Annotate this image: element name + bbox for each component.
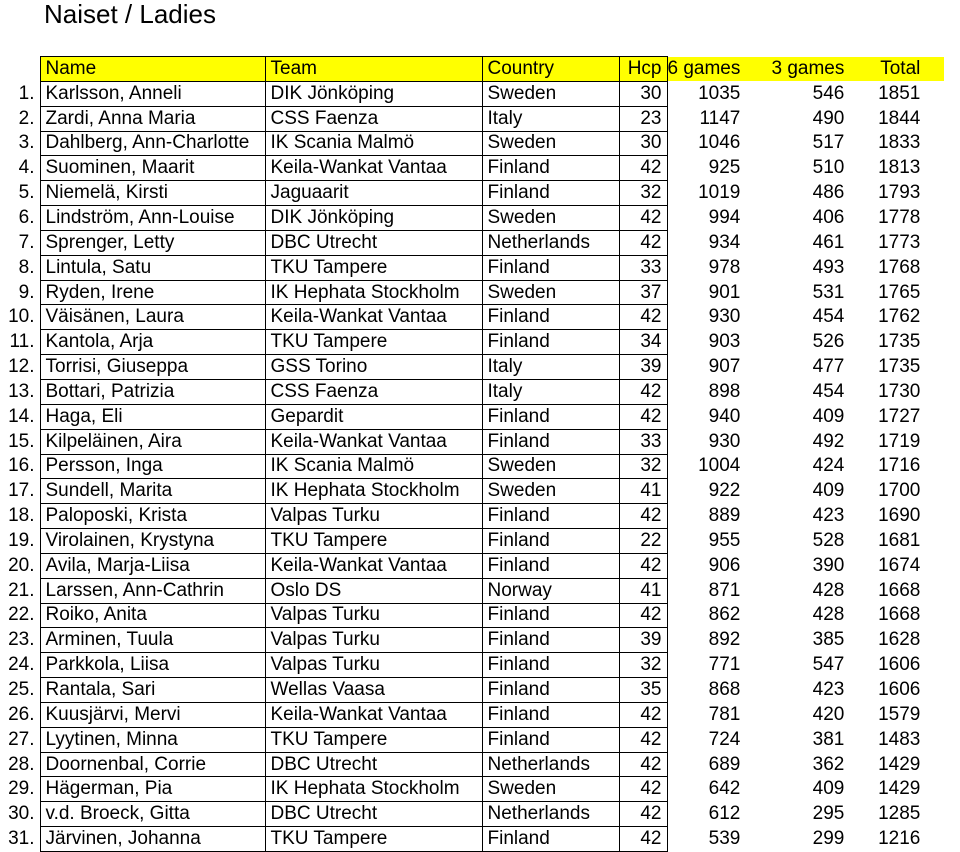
- hcp-cell: 42: [619, 752, 667, 777]
- games3-cell: 362: [812, 753, 845, 775]
- rank-cell: 24.: [8, 654, 35, 676]
- rank-cell: 2.: [18, 107, 35, 129]
- country-cell: Sweden: [482, 81, 619, 106]
- team-cell: TKU Tampere: [265, 529, 482, 554]
- name-cell: Kantola, Arja: [40, 330, 265, 355]
- hcp-cell: 42: [619, 827, 667, 852]
- rank-cell: 16.: [8, 455, 35, 477]
- table-row: [0, 230, 944, 255]
- country-cell: Sweden: [482, 280, 619, 305]
- hcp-cell: 42: [619, 206, 667, 231]
- total-cell: 1765: [878, 281, 921, 303]
- team-cell: Wellas Vaasa: [265, 678, 482, 703]
- hcp-cell: 32: [619, 454, 667, 479]
- country-cell: Finland: [482, 404, 619, 429]
- team-cell: Keila-Wankat Vantaa: [265, 305, 482, 330]
- name-cell: Hägerman, Pia: [40, 777, 265, 802]
- header-rank: [0, 57, 40, 82]
- games6-cell: 955: [708, 529, 741, 551]
- hcp-cell: 34: [619, 330, 667, 355]
- name-cell: Roiko, Anita: [40, 603, 265, 628]
- team-cell: Valpas Turku: [265, 653, 482, 678]
- table-row: [0, 777, 944, 802]
- total-cell: 1735: [878, 356, 921, 378]
- table-row: [0, 280, 944, 305]
- games6-cell: 689: [708, 753, 741, 775]
- hcp-cell: 42: [619, 156, 667, 181]
- total-cell: 1674: [878, 554, 921, 576]
- country-cell: Sweden: [482, 131, 619, 156]
- games3-cell: 385: [812, 629, 845, 651]
- country-cell: Finland: [482, 678, 619, 703]
- total-cell: 1719: [878, 430, 921, 452]
- games6-cell: 901: [708, 281, 741, 303]
- games6-cell: 862: [708, 604, 741, 626]
- total-cell: 1606: [878, 654, 921, 676]
- team-cell: Jaguaarit: [265, 181, 482, 206]
- rank-cell: 28.: [8, 753, 35, 775]
- name-cell: Karlsson, Anneli: [40, 81, 265, 106]
- hcp-cell: 41: [619, 578, 667, 603]
- country-cell: Finland: [482, 553, 619, 578]
- table-row: [0, 603, 944, 628]
- rank-cell: 31.: [8, 828, 35, 850]
- team-cell: DIK Jönköping: [265, 206, 482, 231]
- table-row: [0, 330, 944, 355]
- table-row: [0, 752, 944, 777]
- games3-cell: 486: [812, 182, 845, 204]
- name-cell: Avila, Marja-Liisa: [40, 553, 265, 578]
- team-cell: IK Scania Malmö: [265, 454, 482, 479]
- games3-cell: 528: [812, 529, 845, 551]
- name-cell: Arminen, Tuula: [40, 628, 265, 653]
- team-cell: Oslo DS: [265, 578, 482, 603]
- team-cell: Keila-Wankat Vantaa: [265, 156, 482, 181]
- rank-cell: 5.: [18, 182, 35, 204]
- games6-cell: 1147: [699, 107, 741, 129]
- games3-cell: 517: [812, 132, 845, 154]
- rank-cell: 19.: [8, 529, 35, 551]
- page-title: Naiset / Ladies: [44, 0, 216, 29]
- name-cell: Zardi, Anna Maria: [40, 106, 265, 131]
- country-cell: Sweden: [482, 479, 619, 504]
- name-cell: Sprenger, Letty: [40, 230, 265, 255]
- name-cell: Haga, Eli: [40, 404, 265, 429]
- games6-cell: 781: [708, 703, 741, 725]
- total-cell: 1700: [878, 480, 921, 502]
- total-cell: 1793: [878, 182, 921, 204]
- games6-cell: 903: [708, 331, 741, 353]
- games6-cell: 1035: [698, 82, 741, 104]
- table-row: [0, 355, 944, 380]
- country-cell: Finland: [482, 603, 619, 628]
- total-cell: 1285: [878, 803, 921, 825]
- games3-cell: 423: [812, 679, 845, 701]
- team-cell: IK Hephata Stockholm: [265, 280, 482, 305]
- team-cell: Keila-Wankat Vantaa: [265, 553, 482, 578]
- hcp-cell: 35: [619, 678, 667, 703]
- rank-cell: 6.: [18, 206, 35, 228]
- name-cell: Paloposki, Krista: [40, 504, 265, 529]
- team-cell: DBC Utrecht: [265, 752, 482, 777]
- rank-cell: 1.: [18, 82, 35, 104]
- total-cell: 1813: [878, 157, 921, 179]
- total-cell: 1429: [878, 778, 921, 800]
- games3-cell: 490: [812, 107, 845, 129]
- games3-cell: 492: [812, 430, 845, 452]
- team-cell: TKU Tampere: [265, 255, 482, 280]
- hcp-cell: 39: [619, 355, 667, 380]
- rank-cell: 14.: [8, 405, 35, 427]
- team-cell: Valpas Turku: [265, 504, 482, 529]
- country-cell: Finland: [482, 255, 619, 280]
- games3-cell: 461: [812, 231, 845, 253]
- country-cell: Finland: [482, 727, 619, 752]
- total-cell: 1216: [878, 828, 921, 850]
- games6-cell: 1046: [698, 132, 741, 154]
- table-row: [0, 81, 944, 106]
- name-cell: v.d. Broeck, Gitta: [40, 802, 265, 827]
- header-country: Country: [482, 57, 619, 82]
- rank-cell: 18.: [8, 505, 35, 527]
- header-team: Team: [265, 57, 482, 82]
- rank-cell: 27.: [8, 728, 35, 750]
- table-row: [0, 628, 944, 653]
- rank-cell: 9.: [18, 281, 35, 303]
- games6-cell: 539: [708, 828, 741, 850]
- name-cell: Ryden, Irene: [40, 280, 265, 305]
- team-cell: CSS Faenza: [265, 379, 482, 404]
- total-cell: 1668: [878, 604, 921, 626]
- total-cell: 1768: [878, 256, 921, 278]
- table-row: [0, 653, 944, 678]
- games3-cell: 428: [812, 604, 845, 626]
- name-cell: Sundell, Marita: [40, 479, 265, 504]
- table-row: [0, 678, 944, 703]
- name-cell: Suominen, Maarit: [40, 156, 265, 181]
- results-body: [0, 81, 944, 851]
- name-cell: Kuusjärvi, Mervi: [40, 702, 265, 727]
- country-cell: Netherlands: [482, 802, 619, 827]
- games6-cell: 930: [708, 306, 741, 328]
- games6-cell: 907: [708, 356, 741, 378]
- games3-cell: 454: [812, 380, 845, 402]
- games6-cell: 642: [708, 778, 741, 800]
- rank-cell: 11.: [9, 331, 35, 353]
- team-cell: DBC Utrecht: [265, 802, 482, 827]
- total-cell: 1628: [878, 629, 921, 651]
- total-cell: 1429: [878, 753, 921, 775]
- games6-cell: 906: [708, 554, 741, 576]
- country-cell: Italy: [482, 355, 619, 380]
- name-cell: Lindström, Ann-Louise: [40, 206, 265, 231]
- total-cell: 1844: [878, 107, 921, 129]
- country-cell: Finland: [482, 156, 619, 181]
- header-total: Total: [846, 57, 944, 82]
- total-cell: 1735: [878, 331, 921, 353]
- team-cell: Gepardit: [265, 404, 482, 429]
- hcp-cell: 33: [619, 429, 667, 454]
- rank-cell: 21.: [8, 579, 35, 601]
- games3-cell: 546: [812, 82, 845, 104]
- total-cell: 1681: [878, 529, 921, 551]
- games3-cell: 510: [812, 157, 845, 179]
- table-row: [0, 255, 944, 280]
- table-row: [0, 379, 944, 404]
- name-cell: Lyytinen, Minna: [40, 727, 265, 752]
- country-cell: Sweden: [482, 454, 619, 479]
- country-cell: Finland: [482, 305, 619, 330]
- games6-cell: 994: [708, 206, 741, 228]
- name-cell: Doornenbal, Corrie: [40, 752, 265, 777]
- games6-cell: 922: [708, 480, 741, 502]
- games6-cell: 892: [708, 629, 741, 651]
- games3-cell: 420: [812, 703, 845, 725]
- total-cell: 1730: [878, 380, 921, 402]
- total-cell: 1483: [878, 728, 921, 750]
- hcp-cell: 41: [619, 479, 667, 504]
- table-row: [0, 206, 944, 231]
- total-cell: 1579: [878, 703, 921, 725]
- rank-cell: 25.: [8, 679, 35, 701]
- rank-cell: 30.: [8, 803, 35, 825]
- country-cell: Finland: [482, 181, 619, 206]
- country-cell: Italy: [482, 379, 619, 404]
- team-cell: TKU Tampere: [265, 330, 482, 355]
- games6-cell: 1004: [698, 455, 741, 477]
- team-cell: CSS Faenza: [265, 106, 482, 131]
- name-cell: Väisänen, Laura: [40, 305, 265, 330]
- country-cell: Finland: [482, 702, 619, 727]
- total-cell: 1833: [878, 132, 921, 154]
- games3-cell: 409: [812, 405, 845, 427]
- results-table: [0, 56, 945, 852]
- header-hcp: Hcp: [619, 57, 667, 82]
- table-row: [0, 529, 944, 554]
- hcp-cell: 42: [619, 802, 667, 827]
- games3-cell: 526: [812, 331, 845, 353]
- games3-cell: 547: [812, 654, 845, 676]
- table-row: [0, 106, 944, 131]
- name-cell: Larssen, Ann-Cathrin: [40, 578, 265, 603]
- hcp-cell: 22: [619, 529, 667, 554]
- games3-cell: 409: [812, 778, 845, 800]
- games6-cell: 898: [708, 380, 741, 402]
- table-row: [0, 578, 944, 603]
- rank-cell: 29.: [8, 778, 35, 800]
- country-cell: Italy: [482, 106, 619, 131]
- games3-cell: 424: [812, 455, 845, 477]
- games3-cell: 295: [812, 803, 845, 825]
- games3-cell: 531: [812, 281, 845, 303]
- name-cell: Järvinen, Johanna: [40, 827, 265, 852]
- name-cell: Persson, Inga: [40, 454, 265, 479]
- games6-cell: 868: [708, 679, 741, 701]
- team-cell: IK Hephata Stockholm: [265, 777, 482, 802]
- hcp-cell: 42: [619, 777, 667, 802]
- table-row: [0, 504, 944, 529]
- games6-cell: 930: [708, 430, 741, 452]
- games6-cell: 978: [708, 256, 741, 278]
- rank-cell: 10.: [8, 306, 35, 328]
- games6-cell: 871: [708, 579, 741, 601]
- team-cell: DIK Jönköping: [265, 81, 482, 106]
- games6-cell: 934: [708, 231, 741, 253]
- games3-cell: 409: [812, 480, 845, 502]
- hcp-cell: 23: [619, 106, 667, 131]
- total-cell: 1778: [878, 206, 921, 228]
- team-cell: Keila-Wankat Vantaa: [265, 429, 482, 454]
- games3-cell: 299: [812, 828, 845, 850]
- name-cell: Lintula, Satu: [40, 255, 265, 280]
- table-row: [0, 827, 944, 852]
- country-cell: Netherlands: [482, 752, 619, 777]
- country-cell: Finland: [482, 628, 619, 653]
- name-cell: Parkkola, Liisa: [40, 653, 265, 678]
- team-cell: TKU Tampere: [265, 727, 482, 752]
- total-cell: 1773: [878, 231, 921, 253]
- total-cell: 1606: [878, 679, 921, 701]
- total-cell: 1727: [878, 405, 921, 427]
- team-cell: DBC Utrecht: [265, 230, 482, 255]
- team-cell: IK Hephata Stockholm: [265, 479, 482, 504]
- name-cell: Niemelä, Kirsti: [40, 181, 265, 206]
- country-cell: Sweden: [482, 777, 619, 802]
- hcp-cell: 42: [619, 404, 667, 429]
- team-cell: Keila-Wankat Vantaa: [265, 702, 482, 727]
- games6-cell: 925: [708, 157, 741, 179]
- team-cell: Valpas Turku: [265, 628, 482, 653]
- games3-cell: 493: [812, 256, 845, 278]
- hcp-cell: 42: [619, 702, 667, 727]
- country-cell: Finland: [482, 429, 619, 454]
- games6-cell: 1019: [698, 182, 741, 204]
- header-6-games: 6 games: [667, 57, 741, 82]
- country-cell: Netherlands: [482, 230, 619, 255]
- games3-cell: 406: [812, 206, 845, 228]
- table-row: [0, 479, 944, 504]
- total-cell: 1716: [878, 455, 921, 477]
- rank-cell: 26.: [8, 703, 35, 725]
- table-row: [0, 429, 944, 454]
- games3-cell: 428: [812, 579, 845, 601]
- hcp-cell: 30: [619, 131, 667, 156]
- games3-cell: 454: [812, 306, 845, 328]
- games6-cell: 889: [708, 505, 741, 527]
- games3-cell: 477: [812, 356, 845, 378]
- header-3-games: 3 games: [741, 57, 846, 82]
- hcp-cell: 42: [619, 305, 667, 330]
- hcp-cell: 42: [619, 727, 667, 752]
- games6-cell: 771: [708, 654, 741, 676]
- country-cell: Finland: [482, 653, 619, 678]
- table-row: [0, 404, 944, 429]
- hcp-cell: 42: [619, 230, 667, 255]
- total-cell: 1690: [878, 505, 921, 527]
- table-row: [0, 702, 944, 727]
- country-cell: Finland: [482, 330, 619, 355]
- hcp-cell: 32: [619, 653, 667, 678]
- table-row: [0, 305, 944, 330]
- table-row: [0, 802, 944, 827]
- total-cell: 1668: [878, 579, 921, 601]
- table-row: [0, 454, 944, 479]
- table-row: [0, 181, 944, 206]
- hcp-cell: 42: [619, 504, 667, 529]
- hcp-cell: 42: [619, 553, 667, 578]
- rank-cell: 17.: [8, 480, 35, 502]
- rank-cell: 8.: [18, 256, 35, 278]
- team-cell: IK Scania Malmö: [265, 131, 482, 156]
- name-cell: Dahlberg, Ann-Charlotte: [40, 131, 265, 156]
- hcp-cell: 33: [619, 255, 667, 280]
- rank-cell: 12.: [8, 356, 35, 378]
- table-row: [0, 131, 944, 156]
- games6-cell: 940: [708, 405, 741, 427]
- table-row: [0, 553, 944, 578]
- rank-cell: 4.: [18, 157, 35, 179]
- games6-cell: 612: [708, 803, 741, 825]
- header-row: [0, 57, 944, 82]
- country-cell: Sweden: [482, 206, 619, 231]
- team-cell: GSS Torino: [265, 355, 482, 380]
- games3-cell: 390: [812, 554, 845, 576]
- country-cell: Finland: [482, 504, 619, 529]
- hcp-cell: 42: [619, 603, 667, 628]
- hcp-cell: 39: [619, 628, 667, 653]
- total-cell: 1851: [878, 82, 921, 104]
- name-cell: Rantala, Sari: [40, 678, 265, 703]
- rank-cell: 13.: [8, 380, 35, 402]
- hcp-cell: 30: [619, 81, 667, 106]
- games3-cell: 423: [812, 505, 845, 527]
- rank-cell: 23.: [8, 629, 35, 651]
- table-row: [0, 156, 944, 181]
- rank-cell: 15.: [8, 430, 35, 452]
- team-cell: TKU Tampere: [265, 827, 482, 852]
- table-row: [0, 727, 944, 752]
- total-cell: 1762: [878, 306, 921, 328]
- rank-cell: 20.: [8, 554, 35, 576]
- country-cell: Finland: [482, 827, 619, 852]
- team-cell: Valpas Turku: [265, 603, 482, 628]
- name-cell: Kilpeläinen, Aira: [40, 429, 265, 454]
- name-cell: Bottari, Patrizia: [40, 379, 265, 404]
- hcp-cell: 32: [619, 181, 667, 206]
- country-cell: Finland: [482, 529, 619, 554]
- country-cell: Norway: [482, 578, 619, 603]
- rank-cell: 22.: [8, 604, 35, 626]
- rank-cell: 3.: [18, 132, 35, 154]
- games6-cell: 724: [708, 728, 741, 750]
- header-name: Name: [40, 57, 265, 82]
- hcp-cell: 42: [619, 379, 667, 404]
- rank-cell: 7.: [18, 231, 35, 253]
- games3-cell: 381: [812, 728, 845, 750]
- hcp-cell: 37: [619, 280, 667, 305]
- name-cell: Virolainen, Krystyna: [40, 529, 265, 554]
- name-cell: Torrisi, Giuseppa: [40, 355, 265, 380]
